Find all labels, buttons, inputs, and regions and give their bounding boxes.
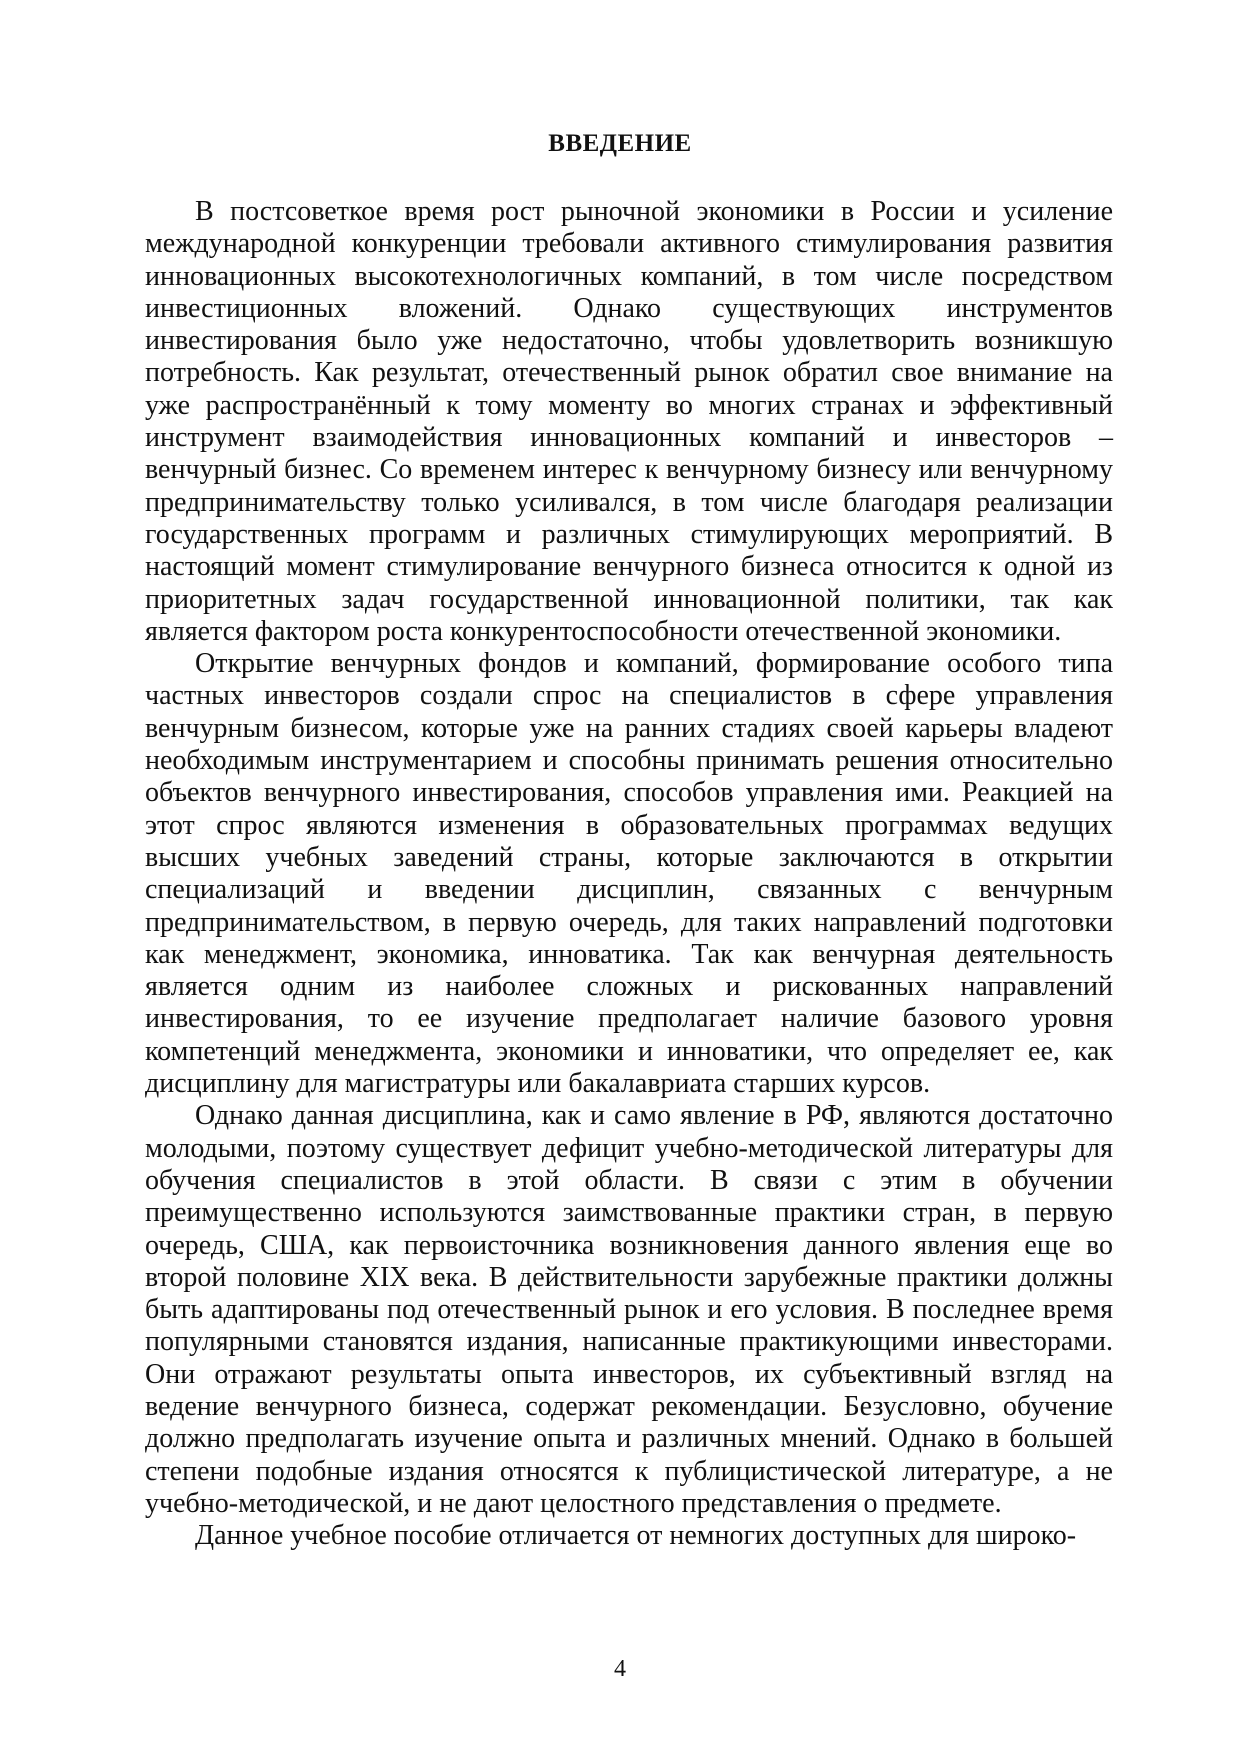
paragraph: Однако данная дисциплина, как и само явление в РФ, являются достаточно молодыми, поэтому существует дефицит учебно-методической литературы для обучения специалистов в этой области. В связи с этим в обучении преимущественно используются заимствованные практики стран, в первую очередь, США, как первоисточника возникновения данного явления еще во второй половине XIX века. В действительности зарубежные практики должны быть адаптированы под отечественный рынок и его условия. В последнее время популярными становятся издания, написанные практикующими инвесторами. Они отражают результаты опыта инвесторов, их субъективный взгляд на ведение венчурного бизнеса, содержат рекомендации. Безусловно, обучение должно предполагать изучение опыта и различных мнений. Однако в большей степени подобные издания относятся к публицистической литературе, а не учебно-методической, и не дают целостного представления о предмете. [145,1100,1113,1519]
paragraph: В постсоветкое время рост рыночной экономики в России и усиление международной конкуренции требовали активного стимулирования развития инновационных высокотехнологичных компаний, в том числе посредством инвестиционных вложений. Однако существующих инструментов инвестирования было уже недостаточно, чтобы удовлетворить возникшую потребность. Как результат, отечественный рынок обратил свое внимание на уже распространённый к тому моменту во многих странах и эффективный инструмент взаимодействия инновационных компаний и инвесторов – венчурный бизнес. Со временем интерес к венчурному бизнесу или венчурному предпринимательству только усиливался, в том числе благодаря реализации государственных программ и различных стимулирующих мероприятий. В настоящий момент стимулирование венчурного бизнеса относится к одной из приоритетных задач государственной инновационной политики, так как является фактором роста конкурентоспособности отечественной экономики. [145,196,1113,647]
paragraph: Данное учебное пособие отличается от немногих доступных для широко- [195,1520,1077,1552]
page-number: 4 [614,1656,626,1682]
section-heading: ВВЕДЕНИЕ [548,130,692,157]
body-text [145,196,1113,1552]
paragraph: Открытие венчурных фондов и компаний, формирование особого типа частных инвесторов создали спрос на специалистов в сфере управления венчурным бизнесом, которые уже на ранних стадиях своей карьеры владеют необходимым инструментарием и способны принимать решения относительно объектов венчурного инвестирования, способов управления ими. Реакцией на этот спрос являются изменения в образовательных программах ведущих высших учебных заведений страны, которые заключаются в открытии специализаций и введении дисциплин, связанных с венчурным предпринимательством, в первую очередь, для таких направлений подготовки как менеджмент, экономика, инноватика. Так как венчурная деятельность является одним из наиболее сложных и рискованных направлений инвестирования, то ее изучение предполагает наличие базового уровня компетенций менеджмента, экономики и инноватики, что определяет ее, как дисциплину для магистратуры или бакалавриата старших курсов. [145,648,1113,1100]
